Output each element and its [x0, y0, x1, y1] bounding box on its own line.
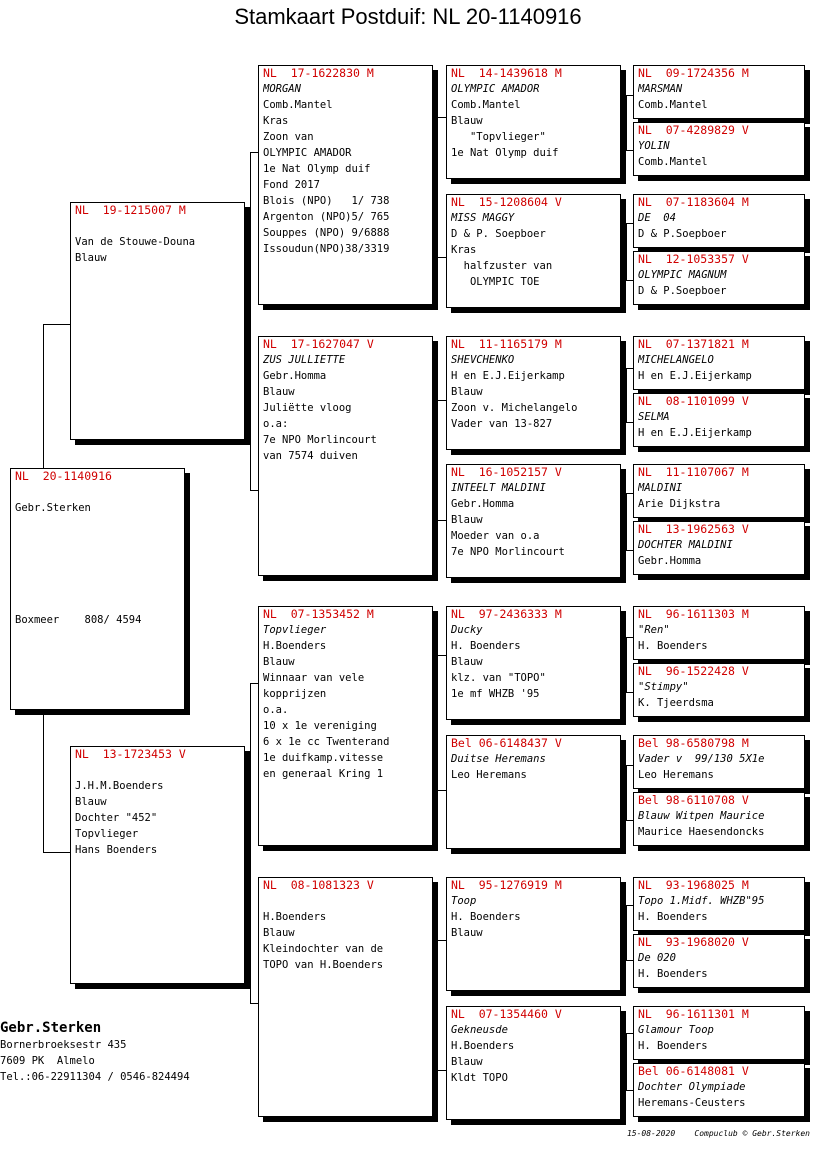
- info-line: 7e NPO Morlincourt: [451, 546, 565, 558]
- info-line: Dochter "452": [75, 812, 158, 824]
- pigeon-name: Topo 1.Midf. WHZB"95: [638, 895, 765, 907]
- ring-number: NL 20-1140916: [15, 469, 112, 483]
- connector-gen3-gen4-top-2: [626, 368, 633, 369]
- info-line: Comb.Mantel: [451, 99, 521, 111]
- info-line: Blauw: [451, 514, 483, 526]
- pigeon-name: Ducky: [451, 624, 483, 636]
- page-title: Stamkaart Postduif: NL 20-1140916: [234, 4, 582, 29]
- great-great-grandparent-box: [633, 934, 805, 988]
- info-line: Maurice Haesendoncks: [638, 826, 765, 838]
- great-grandparent-box: [446, 735, 621, 849]
- connector-gen3-gen4-top-3: [626, 493, 633, 494]
- ring-number: NL 96-1611303 M: [638, 607, 749, 621]
- info-line: Moeder van o.a: [451, 530, 540, 542]
- great-great-grandparent-box: [633, 464, 805, 518]
- info-line: [15, 548, 180, 564]
- connector-gen2-gen3-top-2: [437, 655, 446, 656]
- connector-subject-sire: [43, 324, 44, 468]
- ring-number: Bel 06-6148437 V: [451, 736, 562, 750]
- great-grandparent-box: [446, 65, 621, 179]
- ring-number: NL 07-1371821 M: [638, 337, 749, 351]
- pigeon-name: [263, 893, 428, 909]
- pigeon-name: INTEELT MALDINI: [451, 482, 546, 494]
- pigeon-name: Gekneusde: [451, 1024, 508, 1036]
- ring-number: NL 95-1276919 M: [451, 878, 562, 892]
- connector-gen3-gen4-top-7: [626, 1033, 633, 1034]
- info-line: Blauw: [263, 656, 295, 668]
- info-line: 1e Nat Olymp duif: [451, 147, 559, 159]
- info-line: H.Boenders: [451, 1040, 515, 1052]
- info-line: Leo Heremans: [638, 769, 714, 781]
- great-great-grandparent-box: [633, 122, 805, 176]
- pigeon-name: Dochter Olympiade: [638, 1081, 746, 1093]
- owner-city: 7609 PK Almelo: [0, 1055, 95, 1067]
- connector-gen3-gen4-top-0: [626, 95, 633, 96]
- ring-number: NL 97-2436333 M: [451, 607, 562, 621]
- info-line: TOPO van H.Boenders: [263, 959, 384, 971]
- ring-number: NL 93-1968025 M: [638, 878, 749, 892]
- connector-gen2-gen3-top-3: [437, 940, 446, 941]
- ring-number: NL 13-1962563 V: [638, 522, 749, 536]
- info-line: Blauw: [451, 927, 483, 939]
- info-line: Issoudun(NPO)38/3319: [263, 243, 390, 255]
- info-line: Vader van 13-827: [451, 418, 553, 430]
- info-line: Topvlieger: [75, 828, 139, 840]
- ring-number: Bel 06-6148081 V: [638, 1064, 749, 1078]
- connector-gen2-gen3-2: [437, 655, 438, 790]
- great-great-grandparent-box: [633, 251, 805, 305]
- info-line: kopprijzen: [263, 688, 327, 700]
- info-line: 1e Nat Olymp duif: [263, 163, 371, 175]
- info-line: Blauw: [451, 656, 483, 668]
- great-great-grandparent-box: [633, 792, 805, 846]
- grandparent-box: [258, 336, 433, 576]
- info-line: [15, 484, 180, 500]
- info-line: H. Boenders: [638, 968, 708, 980]
- ring-number: NL 96-1611301 M: [638, 1007, 749, 1021]
- pigeon-name: Duitse Heremans: [451, 753, 546, 765]
- great-grandparent-box: [446, 194, 621, 308]
- great-grandparent-box: [446, 1006, 621, 1120]
- great-great-grandparent-box: [633, 194, 805, 248]
- connector-gen2-gen3-0: [437, 117, 438, 257]
- connector-gen3-gen4-0: [626, 95, 627, 150]
- info-line: Winnaar van vele: [263, 672, 365, 684]
- connector-gen2-gen3-top-0: [437, 117, 446, 118]
- info-line: Comb.Mantel: [638, 99, 708, 111]
- ring-number: NL 19-1215007 M: [75, 203, 186, 217]
- connector-gen3-gen4-6: [626, 905, 627, 960]
- info-line: o.a:: [263, 418, 289, 430]
- pigeon-name: MALDINI: [638, 482, 683, 494]
- info-line: OLYMPIC TOE: [451, 276, 540, 288]
- ring-number: NL 96-1522428 V: [638, 664, 749, 678]
- great-great-grandparent-box: [633, 393, 805, 447]
- pigeon-name: SELMA: [638, 411, 670, 423]
- info-line: H. Boenders: [638, 640, 708, 652]
- info-line: Gebr.Sterken: [15, 502, 91, 514]
- great-grandparent-box: [446, 877, 621, 991]
- ring-number: NL 07-1183604 M: [638, 195, 749, 209]
- info-line: Arie Dijkstra: [638, 498, 721, 510]
- connector-subject-dam: [43, 710, 44, 852]
- pigeon-name: MICHELANGELO: [638, 354, 714, 366]
- info-line: [15, 564, 180, 580]
- info-line: [15, 532, 180, 548]
- pigeon-name: MORGAN: [263, 83, 301, 95]
- ring-number: NL 08-1081323 V: [263, 878, 374, 892]
- pigeon-name: MARSMAN: [638, 83, 683, 95]
- info-line: K. Tjeerdsma: [638, 697, 714, 709]
- pigeon-name: Topvlieger: [263, 624, 327, 636]
- info-line: Boxmeer 808/ 4594: [15, 614, 142, 626]
- info-line: Comb.Mantel: [638, 156, 708, 168]
- info-line: OLYMPIC AMADOR: [263, 147, 352, 159]
- grandparent-box: [258, 606, 433, 846]
- connector-gen3-gen4-bottom-0: [626, 150, 633, 151]
- connector-sire-gen2-top: [250, 152, 258, 153]
- pigeon-name: YOLIN: [638, 140, 670, 152]
- info-line: Kras: [451, 244, 477, 256]
- info-line: Kldt TOPO: [451, 1072, 508, 1084]
- info-line: Argenton (NPO)5/ 765: [263, 211, 390, 223]
- grandparent-box: [258, 877, 433, 1117]
- connector-gen3-gen4-top-1: [626, 223, 633, 224]
- great-grandparent-box: [446, 464, 621, 578]
- info-line: Kras: [263, 115, 289, 127]
- connector-gen3-gen4-5: [626, 765, 627, 820]
- owner-phone: Tel.:06-22911304 / 0546-824494: [0, 1071, 190, 1083]
- pigeon-name: De 020: [638, 952, 676, 964]
- sire-box: [70, 202, 245, 440]
- connector-gen3-gen4-3: [626, 493, 627, 550]
- info-line: [15, 596, 180, 612]
- ring-number: NL 07-1353452 M: [263, 607, 374, 621]
- great-great-grandparent-box: [633, 336, 805, 390]
- connector-gen2-gen3-top-1: [437, 400, 446, 401]
- ring-number: NL 12-1053357 V: [638, 252, 749, 266]
- connector-gen3-gen4-bottom-2: [626, 422, 633, 423]
- pigeon-name: Toop: [451, 895, 477, 907]
- connector-sire-gen2: [250, 152, 251, 490]
- info-line: H en E.J.Eijerkamp: [638, 427, 752, 439]
- info-line: Blauw: [263, 386, 295, 398]
- info-line: Juliëtte vloog: [263, 402, 352, 414]
- ring-number: NL 11-1107067 M: [638, 465, 749, 479]
- info-line: 1e duifkamp.vitesse: [263, 752, 384, 764]
- connector-subject-sire-h: [43, 324, 71, 325]
- great-great-grandparent-box: [633, 735, 805, 789]
- ring-number: NL 11-1165179 M: [451, 337, 562, 351]
- connector-dam-gen2-top: [250, 683, 258, 684]
- info-line: en generaal Kring 1: [263, 768, 384, 780]
- info-line: Kleindochter van de: [263, 943, 384, 955]
- info-line: H en E.J.Eijerkamp: [451, 370, 565, 382]
- great-great-grandparent-box: [633, 1063, 805, 1117]
- pigeon-name: OLYMPIC AMADOR: [451, 83, 540, 95]
- footer-credit: 15-08-2020 Compuclub © Gebr.Sterken: [626, 1129, 810, 1138]
- info-line: [15, 516, 180, 532]
- connector-gen3-gen4-bottom-5: [626, 820, 633, 821]
- info-line: Gebr.Homma: [451, 498, 515, 510]
- great-grandparent-box: [446, 606, 621, 720]
- info-line: H en E.J.Eijerkamp: [638, 370, 752, 382]
- info-line: Fond 2017: [263, 179, 320, 191]
- pigeon-name: OLYMPIC MAGNUM: [638, 269, 727, 281]
- connector-gen3-gen4-top-4: [626, 637, 633, 638]
- info-line: D & P.Soepboer: [638, 228, 727, 240]
- info-line: [75, 762, 240, 778]
- connector-gen3-gen4-4: [626, 637, 627, 692]
- connector-gen3-gen4-top-5: [626, 765, 633, 766]
- info-line: 7e NPO Morlincourt: [263, 434, 377, 446]
- great-great-grandparent-box: [633, 663, 805, 717]
- ring-number: NL 93-1968020 V: [638, 935, 749, 949]
- great-great-grandparent-box: [633, 521, 805, 575]
- info-line: "Topvlieger": [451, 131, 546, 143]
- connector-gen3-gen4-bottom-1: [626, 280, 633, 281]
- connector-subject-dam-h: [43, 852, 71, 853]
- info-line: van 7574 duiven: [263, 450, 358, 462]
- grandparent-box: [258, 65, 433, 305]
- pigeon-name: Blauw Witpen Maurice: [638, 810, 765, 822]
- info-line: Heremans-Ceusters: [638, 1097, 746, 1109]
- connector-gen3-gen4-2: [626, 368, 627, 422]
- connector-gen3-gen4-top-6: [626, 905, 633, 906]
- ring-number: NL 15-1208604 V: [451, 195, 562, 209]
- info-line: Blauw: [451, 1056, 483, 1068]
- info-line: Blauw: [75, 796, 107, 808]
- info-line: Zoon van: [263, 131, 314, 143]
- info-line: Blois (NPO) 1/ 738: [263, 195, 390, 207]
- info-line: 10 x 1e vereniging: [263, 720, 377, 732]
- pigeon-name: Glamour Toop: [638, 1024, 714, 1036]
- info-line: halfzuster van: [451, 260, 553, 272]
- connector-dam-gen2: [250, 683, 251, 1003]
- pigeon-name: DE 04: [638, 212, 676, 224]
- info-line: H.Boenders: [263, 911, 327, 923]
- info-line: Blauw: [263, 927, 295, 939]
- info-line: H. Boenders: [451, 640, 521, 652]
- great-grandparent-box: [446, 336, 621, 450]
- connector-gen2-gen3-1: [437, 400, 438, 520]
- connector-gen3-gen4-bottom-3: [626, 550, 633, 551]
- ring-number: NL 07-4289829 V: [638, 123, 749, 137]
- info-line: D & P. Soepboer: [451, 228, 546, 240]
- ring-number: NL 13-1723453 V: [75, 747, 186, 761]
- pigeon-name: SHEVCHENKO: [451, 354, 515, 366]
- info-line: Blauw: [75, 252, 107, 264]
- info-line: 6 x 1e cc Twenterand: [263, 736, 390, 748]
- connector-gen3-gen4-bottom-4: [626, 692, 633, 693]
- info-line: klz. van "TOPO": [451, 672, 546, 684]
- connector-sire-gen2-bottom: [250, 490, 258, 491]
- owner-block: [0, 1019, 190, 1085]
- ring-number: Bel 98-6580798 M: [638, 736, 749, 750]
- ring-number: Bel 98-6110708 V: [638, 793, 749, 807]
- connector-gen2-gen3-bottom-3: [437, 1070, 446, 1071]
- info-line: J.H.M.Boenders: [75, 780, 164, 792]
- connector-gen3-gen4-1: [626, 223, 627, 280]
- info-line: [75, 218, 240, 234]
- pigeon-name: "Ren": [638, 624, 670, 636]
- ring-number: NL 08-1101099 V: [638, 394, 749, 408]
- pigeon-name: ZUS JULLIETTE: [263, 354, 346, 366]
- owner-address: Bornerbroeksestr 435: [0, 1039, 127, 1051]
- ring-number: NL 14-1439618 M: [451, 66, 562, 80]
- ring-number: NL 09-1724356 M: [638, 66, 749, 80]
- info-line: H. Boenders: [451, 911, 521, 923]
- subject-pigeon-box: [10, 468, 185, 710]
- info-line: Blauw: [451, 115, 483, 127]
- great-great-grandparent-box: [633, 65, 805, 119]
- info-line: Hans Boenders: [75, 844, 158, 856]
- great-great-grandparent-box: [633, 606, 805, 660]
- great-great-grandparent-box: [633, 877, 805, 931]
- info-line: 1e mf WHZB '95: [451, 688, 540, 700]
- connector-gen3-gen4-bottom-7: [626, 1090, 633, 1091]
- info-line: D & P.Soepboer: [638, 285, 727, 297]
- info-line: H. Boenders: [638, 911, 708, 923]
- connector-dam-gen2-bottom: [250, 1003, 258, 1004]
- connector-gen2-gen3-3: [437, 940, 438, 1070]
- connector-gen2-gen3-bottom-0: [437, 257, 446, 258]
- pigeon-name: DOCHTER MALDINI: [638, 539, 733, 551]
- great-great-grandparent-box: [633, 1006, 805, 1060]
- info-line: o.a.: [263, 704, 289, 716]
- info-line: [15, 580, 180, 596]
- info-line: Leo Heremans: [451, 769, 527, 781]
- pigeon-name: "Stimpy": [638, 681, 689, 693]
- connector-gen3-gen4-7: [626, 1033, 627, 1090]
- info-line: Zoon v. Michelangelo: [451, 402, 578, 414]
- pigeon-name: MISS MAGGY: [451, 212, 515, 224]
- ring-number: NL 07-1354460 V: [451, 1007, 562, 1021]
- info-line: H.Boenders: [263, 640, 327, 652]
- ring-number: NL 16-1052157 V: [451, 465, 562, 479]
- info-line: Souppes (NPO) 9/6888: [263, 227, 390, 239]
- owner-name: Gebr.Sterken: [0, 1020, 102, 1036]
- info-line: H. Boenders: [638, 1040, 708, 1052]
- info-line: Comb.Mantel: [263, 99, 333, 111]
- info-line: Van de Stouwe-Douna: [75, 236, 196, 248]
- ring-number: NL 17-1627047 V: [263, 337, 374, 351]
- connector-gen3-gen4-bottom-6: [626, 960, 633, 961]
- dam-box: [70, 746, 245, 984]
- connector-gen2-gen3-bottom-1: [437, 520, 446, 521]
- ring-number: NL 17-1622830 M: [263, 66, 374, 80]
- info-line: Gebr.Homma: [263, 370, 327, 382]
- pigeon-name: Vader v 99/130 5X1e: [638, 753, 765, 765]
- info-line: Gebr.Homma: [638, 555, 702, 567]
- info-line: Blauw: [451, 386, 483, 398]
- connector-gen2-gen3-bottom-2: [437, 790, 446, 791]
